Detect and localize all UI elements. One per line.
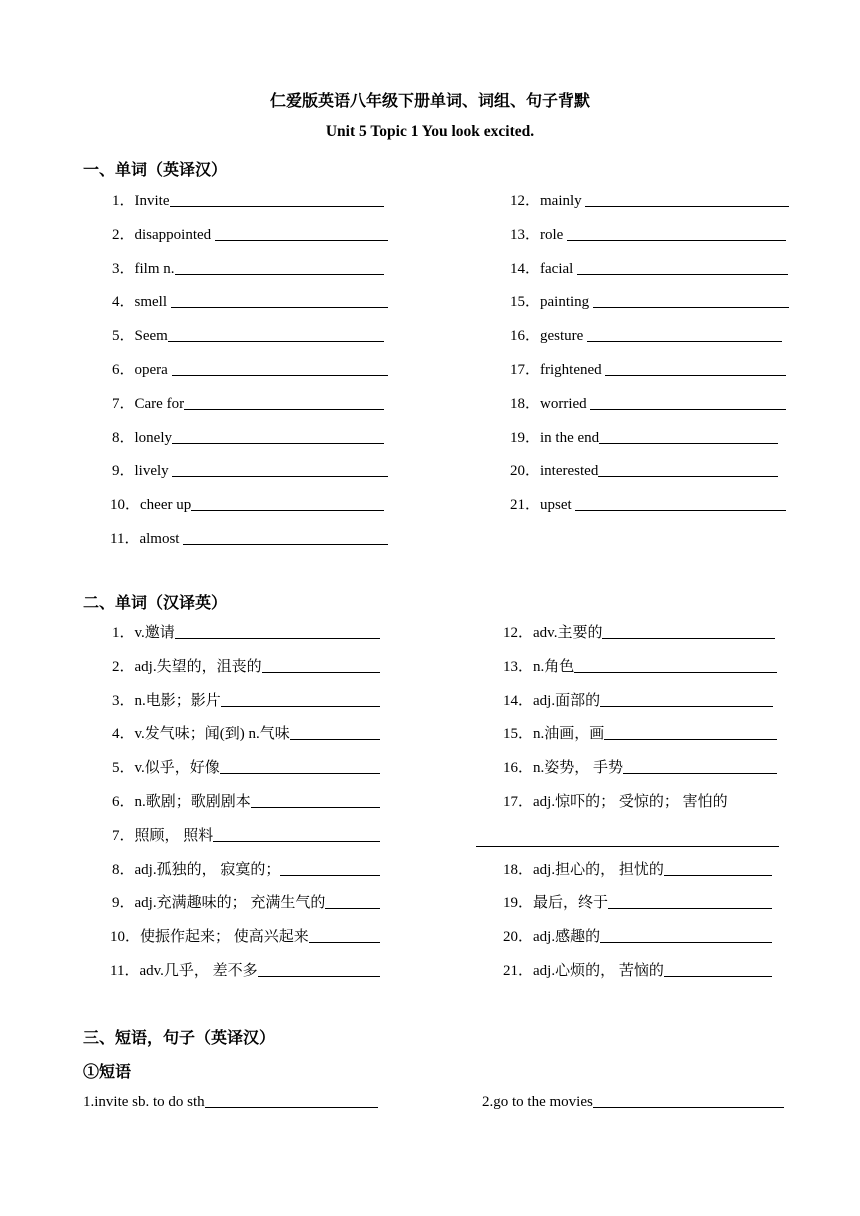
- answer-blank[interactable]: [575, 494, 785, 511]
- item-text: in the end: [540, 429, 600, 446]
- item-text: v.邀请: [134, 625, 175, 641]
- item-number: 15．: [510, 294, 541, 311]
- item-number: 15．: [503, 726, 534, 743]
- item-text: Care for: [134, 395, 185, 412]
- section2-heading: 二、单词（汉译英）: [83, 595, 228, 612]
- answer-blank[interactable]: [183, 528, 388, 545]
- section1-item-15: [510, 291, 789, 313]
- answer-blank[interactable]: [623, 757, 777, 774]
- answer-blank[interactable]: [175, 622, 380, 639]
- item-text: n.角色: [533, 658, 575, 675]
- item-number: 10．: [110, 497, 141, 514]
- section1-item-2: [112, 224, 388, 246]
- section2-item-12: [503, 622, 775, 644]
- answer-blank[interactable]: [220, 757, 380, 774]
- phrase-item-1: [83, 1091, 378, 1113]
- item-text: n.歌剧；歌剧剧本: [134, 794, 251, 810]
- item-number: 16．: [503, 760, 534, 777]
- section2-item-17: [503, 791, 728, 813]
- item-number: 9．: [112, 895, 135, 912]
- answer-blank[interactable]: [221, 690, 380, 707]
- item-number: 9．: [112, 463, 135, 480]
- answer-blank[interactable]: [280, 859, 380, 876]
- answer-blank[interactable]: [593, 291, 789, 308]
- item-number: 1．: [112, 625, 135, 641]
- answer-blank[interactable]: [262, 656, 380, 673]
- item-number: 12．: [503, 625, 534, 641]
- section1-item-18: [510, 393, 786, 415]
- answer-blank[interactable]: [585, 190, 788, 207]
- section3-subheading: ①短语: [83, 1064, 132, 1081]
- item-text: 1.invite sb. to do sth: [83, 1094, 205, 1110]
- item-number: 7．: [112, 827, 135, 844]
- answer-blank[interactable]: [664, 859, 772, 876]
- section1-item-17: [510, 359, 786, 381]
- item-text: 照顾， 照料: [134, 827, 214, 844]
- item-text: v.发气味；闻(到) n.气味: [134, 726, 290, 743]
- item-text: adj.惊吓的； 受惊的； 害怕的: [533, 794, 728, 810]
- page-subtitle: Unit 5 Topic 1 You look excited.: [325, 123, 535, 140]
- section1-item-8: [112, 427, 384, 449]
- item-text: adj.失望的，沮丧的: [134, 658, 262, 675]
- item-number: 12．: [510, 193, 541, 209]
- answer-blank[interactable]: [290, 723, 380, 740]
- item-number: 17．: [503, 794, 534, 810]
- answer-blank[interactable]: [664, 960, 772, 977]
- item-text: adj.面部的: [533, 692, 601, 709]
- section1-item-10: [110, 494, 384, 516]
- answer-blank[interactable]: [168, 325, 384, 342]
- section2-item-14: [503, 690, 773, 712]
- item-number: 13．: [510, 226, 541, 243]
- section1-item-1: [112, 190, 384, 212]
- section2-item-19: [503, 892, 772, 914]
- item-number: 17．: [510, 362, 541, 378]
- item-number: 3．: [112, 260, 135, 277]
- section2-item-15: [503, 723, 777, 745]
- answer-blank[interactable]: [567, 224, 786, 241]
- answer-blank[interactable]: [598, 460, 778, 477]
- item-number: 11．: [110, 963, 140, 979]
- item-text: adj.充满趣味的； 充满生气的: [134, 895, 326, 912]
- item-number: 20．: [503, 929, 534, 946]
- section2-item-13: [503, 656, 777, 678]
- item-text: smell: [134, 294, 171, 311]
- section1-item-3: [112, 258, 384, 280]
- answer-blank[interactable]: [577, 258, 788, 275]
- section1-item-4: [112, 291, 388, 313]
- phrase-item-2: [482, 1091, 784, 1113]
- answer-blank[interactable]: [258, 960, 380, 977]
- section1-item-12: [510, 190, 789, 212]
- item-number: 10．: [110, 929, 141, 946]
- answer-blank[interactable]: [191, 494, 384, 511]
- item-text: opera: [134, 362, 172, 378]
- answer-blank[interactable]: [170, 190, 384, 207]
- answer-blank[interactable]: [600, 926, 772, 943]
- item-number: 16．: [510, 328, 541, 345]
- item-text: cheer up: [140, 497, 192, 514]
- section2-item-8: [112, 859, 380, 881]
- item-number: 6．: [112, 794, 135, 810]
- section2-item-9: [112, 892, 380, 914]
- item-number: 8．: [112, 429, 135, 446]
- section1-item-21: [510, 494, 786, 516]
- item-text: n.姿势， 手势: [533, 760, 624, 777]
- answer-blank[interactable]: [599, 427, 778, 444]
- section2-item-21: [503, 960, 772, 982]
- section2-item-18: [503, 859, 772, 881]
- answer-blank[interactable]: [251, 791, 380, 808]
- section2-item-20: [503, 926, 772, 948]
- answer-line-17[interactable]: [476, 846, 779, 847]
- item-text: lonely: [134, 429, 173, 446]
- item-text: n.电影；影片: [134, 692, 221, 709]
- item-number: 14．: [510, 260, 541, 277]
- item-text: Seem: [134, 328, 168, 345]
- item-text: interested: [540, 463, 599, 480]
- section1-item-13: [510, 224, 786, 246]
- section3-heading: 三、短语，句子（英译汉）: [83, 1030, 276, 1047]
- answer-blank[interactable]: [574, 656, 777, 673]
- item-text: lively: [134, 463, 173, 480]
- item-text: almost: [139, 531, 184, 547]
- item-text: adj.担心的， 担忧的: [533, 861, 664, 878]
- answer-blank[interactable]: [213, 825, 380, 842]
- item-text: painting: [540, 294, 593, 311]
- section1-item-11: [110, 528, 388, 550]
- page-title: 仁爱版英语八年级下册单词、词组、句子背默: [269, 93, 590, 110]
- item-text: v.似乎，好像: [134, 760, 220, 777]
- item-text: film n.: [134, 260, 175, 277]
- answer-blank[interactable]: [184, 393, 384, 410]
- section2-item-1: [112, 622, 380, 644]
- item-number: 11．: [110, 531, 140, 547]
- section2-item-6: [112, 791, 380, 813]
- item-text: upset: [540, 497, 576, 514]
- answer-blank[interactable]: [172, 427, 384, 444]
- item-text: worried: [540, 395, 591, 412]
- answer-blank[interactable]: [325, 892, 380, 909]
- answer-blank[interactable]: [172, 460, 387, 477]
- item-text: n.油画，画: [533, 726, 605, 743]
- section1-item-19: [510, 427, 778, 449]
- answer-blank[interactable]: [602, 622, 775, 639]
- section2-item-5: [112, 757, 380, 779]
- item-number: 7．: [112, 395, 135, 412]
- item-number: 5．: [112, 328, 135, 345]
- item-number: 21．: [503, 963, 534, 979]
- item-text: gesture: [540, 328, 588, 345]
- answer-blank[interactable]: [593, 1091, 784, 1108]
- item-text: adv.几乎， 差不多: [139, 963, 258, 979]
- item-number: 18．: [503, 861, 534, 878]
- section2-item-2: [112, 656, 380, 678]
- section1-item-16: [510, 325, 782, 347]
- item-text: Invite: [134, 193, 170, 209]
- item-text: disappointed: [134, 226, 215, 243]
- item-text: 最后，终于: [533, 895, 609, 912]
- item-number: 18．: [510, 395, 541, 412]
- item-number: 19．: [503, 895, 534, 912]
- section2-item-7: [112, 825, 380, 847]
- item-number: 20．: [510, 463, 541, 480]
- section2-item-3: [112, 690, 380, 712]
- item-number: 2．: [112, 658, 135, 675]
- section2-item-4: [112, 723, 380, 745]
- answer-blank[interactable]: [172, 359, 388, 376]
- answer-blank[interactable]: [605, 359, 785, 376]
- item-text: frightened: [540, 362, 606, 378]
- item-number: 6．: [112, 362, 135, 378]
- section1-item-5: [112, 325, 384, 347]
- answer-blank[interactable]: [600, 690, 773, 707]
- section2-item-16: [503, 757, 777, 779]
- answer-blank[interactable]: [205, 1091, 378, 1108]
- item-number: 21．: [510, 497, 541, 514]
- item-text: 2.go to the movies: [482, 1094, 593, 1110]
- item-number: 3．: [112, 692, 135, 709]
- item-number: 4．: [112, 726, 135, 743]
- section2-item-11: [110, 960, 380, 982]
- answer-blank[interactable]: [309, 926, 380, 943]
- item-text: facial: [540, 260, 578, 277]
- answer-blank[interactable]: [175, 258, 384, 275]
- item-number: 13．: [503, 658, 534, 675]
- item-text: mainly: [540, 193, 586, 209]
- item-number: 1．: [112, 193, 135, 209]
- answer-blank[interactable]: [171, 291, 388, 308]
- item-text: adv.主要的: [533, 625, 603, 641]
- answer-blank[interactable]: [215, 224, 388, 241]
- item-text: adj.心烦的， 苦恼的: [533, 963, 664, 979]
- item-number: 2．: [112, 226, 135, 243]
- section2-item-10: [110, 926, 380, 948]
- section1-item-6: [112, 359, 388, 381]
- section1-heading: 一、单词（英译汉）: [83, 162, 228, 179]
- item-number: 14．: [503, 692, 534, 709]
- answer-blank[interactable]: [604, 723, 777, 740]
- item-text: adj.孤独的， 寂寞的；: [134, 861, 281, 878]
- item-number: 4．: [112, 294, 135, 311]
- section1-item-20: [510, 460, 778, 482]
- section1-item-7: [112, 393, 384, 415]
- section1-item-14: [510, 258, 788, 280]
- item-number: 19．: [510, 429, 541, 446]
- answer-blank[interactable]: [590, 393, 785, 410]
- item-number: 5．: [112, 760, 135, 777]
- answer-blank[interactable]: [608, 892, 772, 909]
- item-text: 使振作起来； 使高兴起来: [140, 929, 309, 946]
- item-text: role: [540, 226, 568, 243]
- section1-item-9: [112, 460, 388, 482]
- answer-blank[interactable]: [587, 325, 782, 342]
- item-number: 8．: [112, 861, 135, 878]
- item-text: adj.感趣的: [533, 929, 601, 946]
